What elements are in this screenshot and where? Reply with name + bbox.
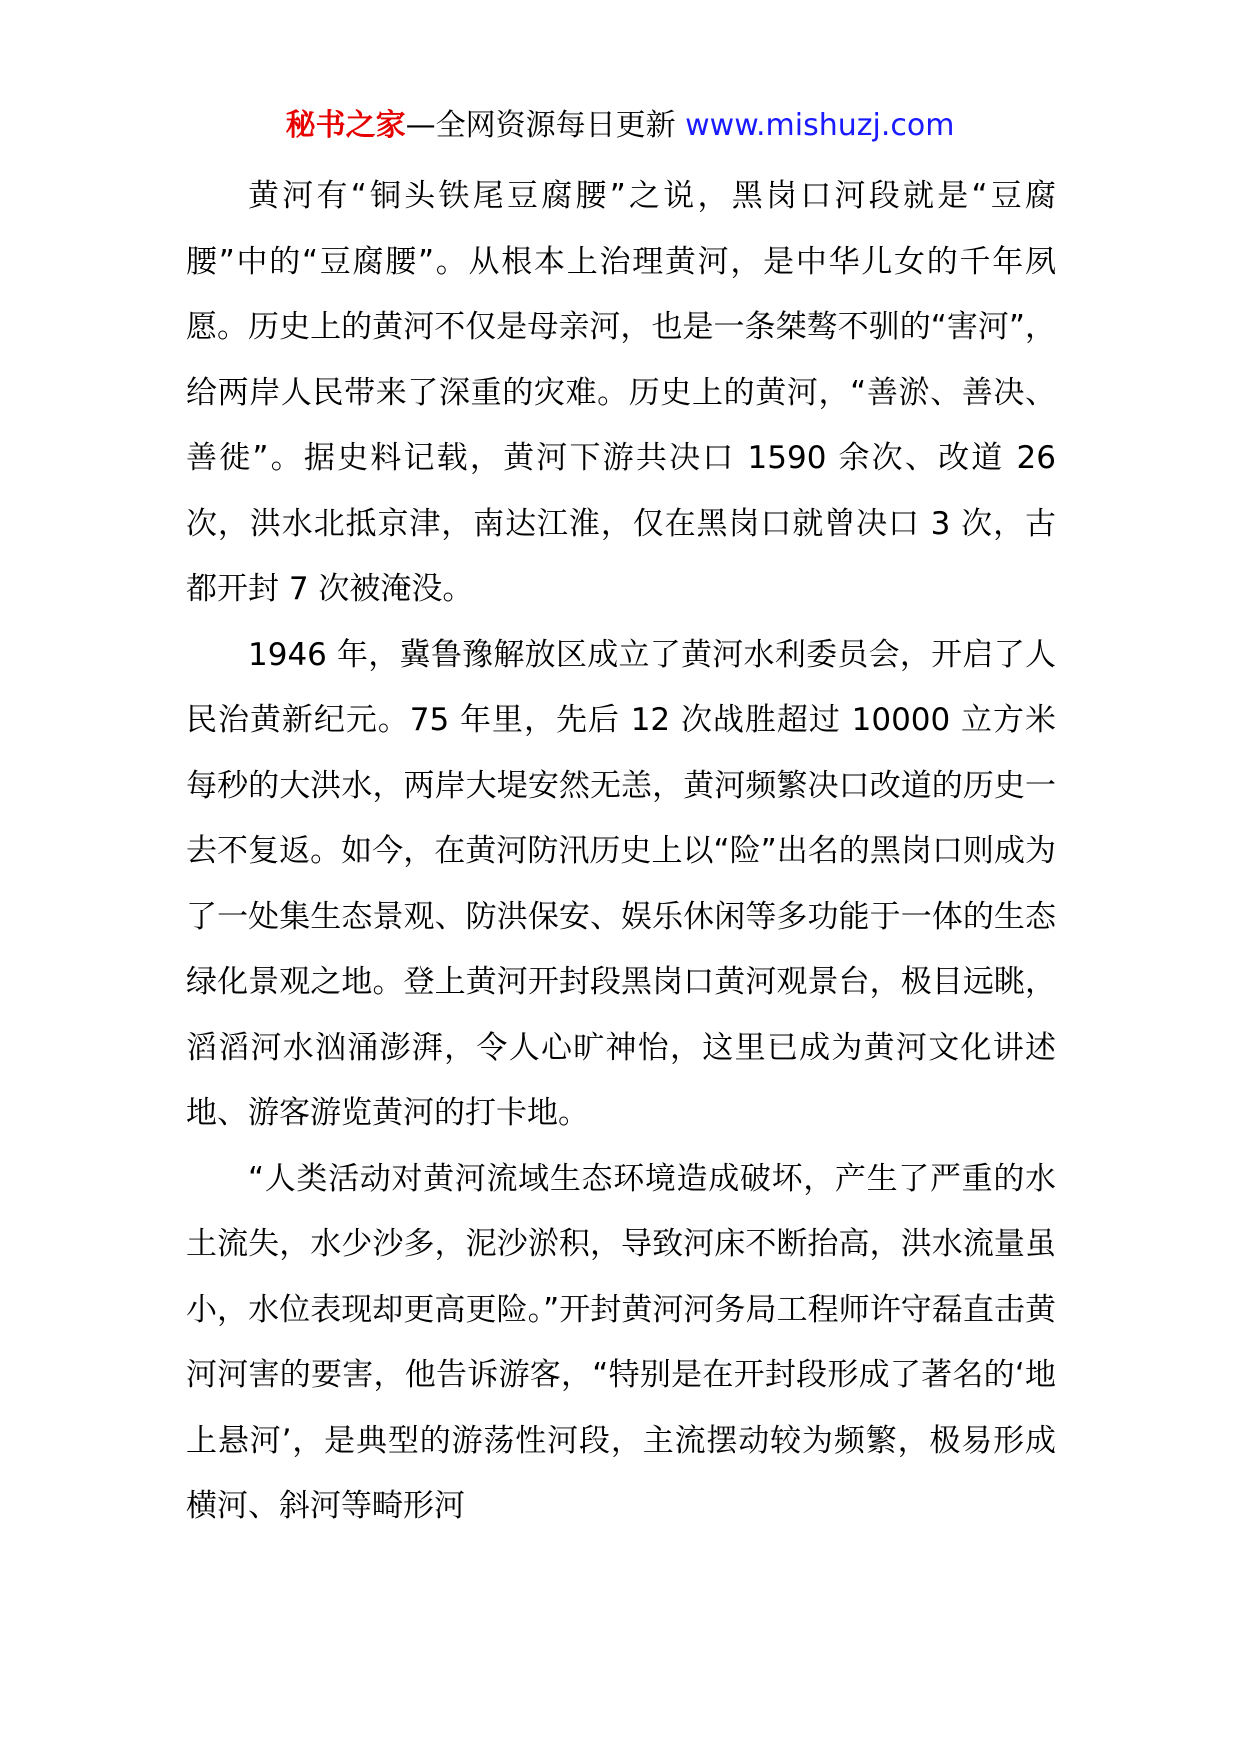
site-url-link[interactable]: www.mishuzj.com [685,108,955,143]
paragraph: 黄河有“铜头铁尾豆腐腰”之说，黑岗口河段就是“豆腐腰”中的“豆腐腰”。从根本上治理黄河，是中华儿女的千年夙愿。历史上的黄河不仅是母亲河，也是一条桀骜不驯的“害河”，给两岸人民带来了深重的灾难。历史上的黄河，“善淤、善决、善徙”。据史料记载，黄河下游共决口 1590 余次、改道 26 次，洪水北抵京津，南达江淮，仅在黑岗口就曾决口 3 次，古都开封 7 次被淹没。 [186,178,1056,607]
page-header [0,104,1240,148]
paragraph: 1946 年，冀鲁豫解放区成立了黄河水利委员会，开启了人民治黄新纪元。75 年里，先后 12 次战胜超过 10000 立方米每秒的大洪水，两岸大堤安然无恙，黄河频繁决口改道的历史一去不复返。如今，在黄河防汛历史上以“险”出名的黑岗口则成为了一处集生态景观、防洪保安、娱乐休闲等多功能于一体的生态绿化景观之地。登上黄河开封段黑岗口黄河观景台，极目远眺，滔滔河水汹涌澎湃，令人心旷神怡，这里已成为黄河文化讲述地、游客游览黄河的打卡地。 [186,636,1056,1131]
article-body [186,164,1056,1540]
paragraph: “人类活动对黄河流域生态环境造成破坏，产生了严重的水土流失，水少沙多，泥沙淤积，导致河床不断抬高，洪水流量虽小，水位表现却更高更险。”开封黄河河务局工程师许守磊直击黄河河害的要害，他告诉游客，“特别是在开封段形成了著名的‘地上悬河’，是典型的游荡性河段，主流摆动较为频繁，极易形成横河、斜河等畸形河 [186,1160,1056,1524]
site-tagline: —全网资源每日更新 [405,108,686,143]
site-brand: 秘书之家 [285,108,406,143]
